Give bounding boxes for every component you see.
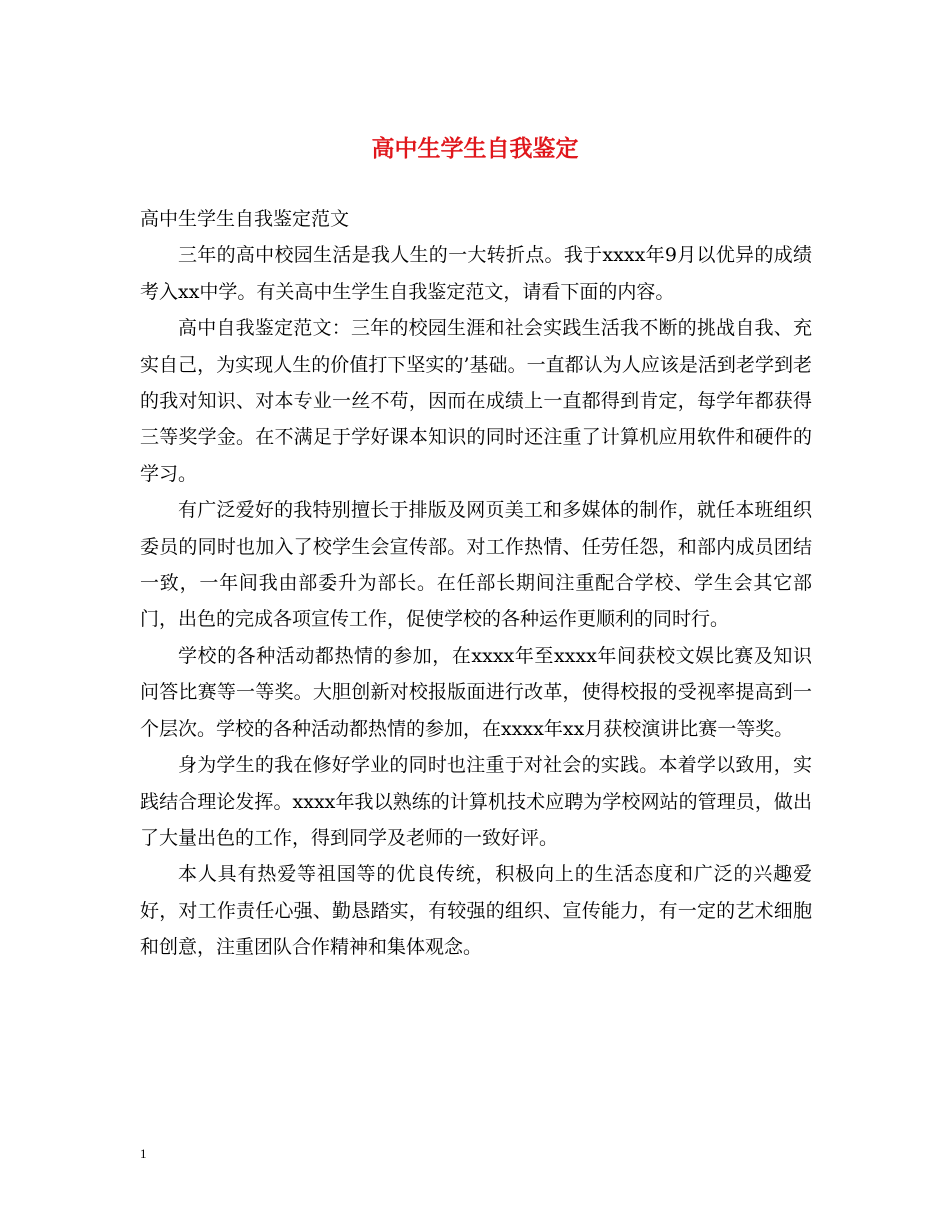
paragraph-1: 三年的高中校园生活是我人生的一大转折点。我于xxxx年9月以优异的成绩考入xx中学。有关高中生学生自我鉴定范文，请看下面的内容。 bbox=[140, 244, 812, 303]
paragraph-2: 高中自我鉴定范文：三年的校园生涯和社会实践生活我不断的挑战自我、充实自己，为实现人生的价值打下坚实的’基础。一直都认为人应该是活到老学到老的我对知识、对本专业一丝不苟，因而在成绩上一直都得到肯定，每学年都获得三等奖学金。在不满足于学好课本知识的同时还注重了计算机应用软件和硬件的学习。 bbox=[140, 317, 812, 485]
document-body bbox=[140, 201, 812, 966]
paragraph-4: 学校的各种活动都热情的参加，在xxxx年至xxxx年间获校文娱比赛及知识问答比赛等一等奖。大胆创新对校报版面进行改革，使得校报的受视率提高到一个层次。学校的各种活动都热情的参加，在xxxx年xx月获校演讲比赛一等奖。 bbox=[140, 644, 812, 740]
page-number: 1 bbox=[140, 1146, 147, 1161]
paragraph-3: 有广泛爱好的我特别擅长于排版及网页美工和多媒体的制作，就任本班组织委员的同时也加入了校学生会宣传部。对工作热情、任劳任怨，和部内成员团结一致，一年间我由部委升为部长。在任部长期间注重配合学校、学生会其它部门，出色的完成各项宣传工作，促使学校的各种运作更顺利的同时行。 bbox=[140, 499, 812, 631]
document-title: 高中生学生自我鉴定 bbox=[371, 135, 579, 162]
paragraph-5: 身为学生的我在修好学业的同时也注重于对社会的实践。本着学以致用，实践结合理论发挥。xxxx年我以熟练的计算机技术应聘为学校网站的管理员，做出了大量出色的工作，得到同学及老师的一致好评。 bbox=[140, 754, 812, 849]
paragraph-6: 本人具有热爱等祖国等的优良传统，积极向上的生活态度和广泛的兴趣爱好，对工作责任心强、勤恳踏实，有较强的组织、宣传能力，有一定的艺术细胞和创意，注重团队合作精神和集体观念。 bbox=[140, 863, 812, 959]
document-subtitle: 高中生学生自我鉴定范文 bbox=[140, 208, 350, 230]
